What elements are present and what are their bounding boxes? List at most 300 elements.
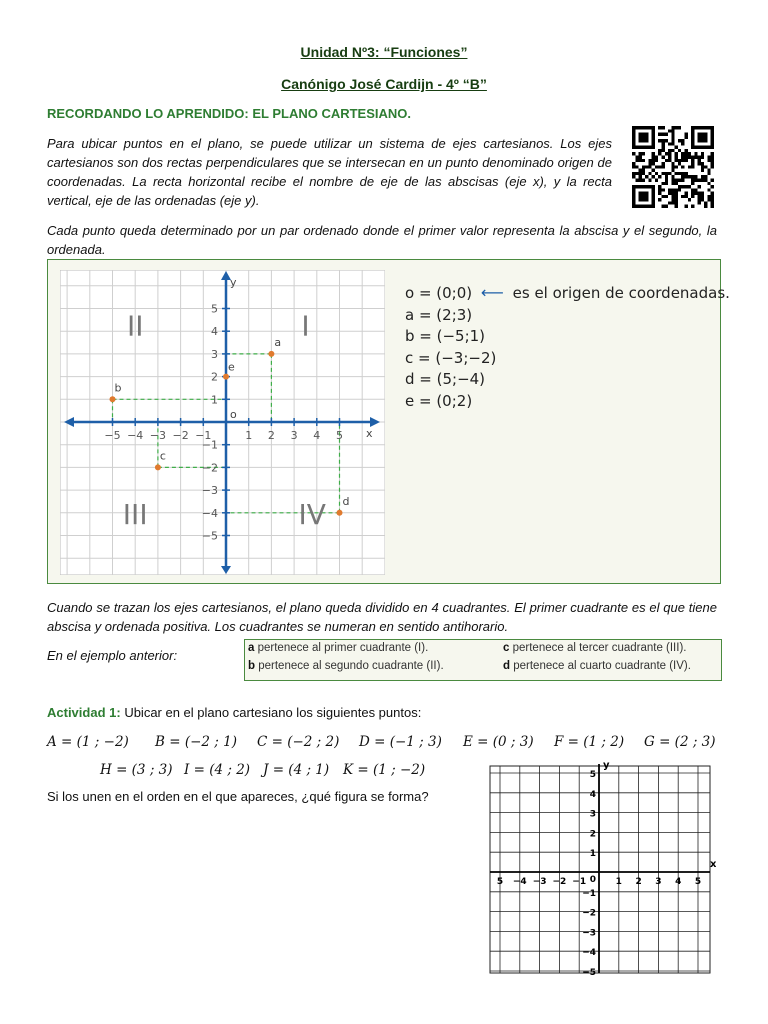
qr-module — [671, 133, 674, 136]
qr-module — [648, 162, 651, 165]
qr-module — [671, 195, 674, 198]
qr-module — [704, 205, 707, 208]
example-panel — [47, 259, 730, 584]
qr-module — [684, 185, 687, 188]
qr-module — [665, 139, 668, 142]
y-axis-label: y — [230, 276, 237, 289]
qr-module — [675, 152, 678, 155]
legend-item: e = (0;2) — [405, 391, 473, 410]
qr-module — [711, 162, 714, 165]
qr-module — [678, 126, 681, 129]
qr-module — [684, 192, 687, 195]
y-tick-label: −1 — [201, 438, 218, 452]
qr-module — [642, 172, 645, 175]
qr-module — [658, 149, 661, 152]
qr-module — [668, 201, 671, 204]
qr-module — [662, 162, 665, 165]
qr-module — [655, 178, 658, 181]
y-tick-label: −5 — [582, 968, 596, 975]
qr-module — [652, 175, 655, 178]
qr-module — [684, 205, 687, 208]
qr-module — [648, 178, 651, 181]
qr-module — [635, 165, 638, 168]
qr-module — [701, 198, 704, 201]
qr-module — [658, 192, 661, 195]
qr-module — [681, 159, 684, 162]
qr-module — [658, 165, 661, 168]
qr-module — [668, 142, 671, 145]
qr-module — [665, 195, 668, 198]
qr-module — [639, 175, 642, 178]
qr-module — [632, 162, 635, 165]
qr-module — [635, 156, 638, 159]
qr-finder — [698, 133, 708, 143]
qr-module — [684, 149, 687, 152]
point-label: H = (3 ; 3) — [100, 762, 173, 778]
qr-module — [688, 185, 691, 188]
qr-module — [671, 142, 674, 145]
qr-module — [655, 159, 658, 162]
x-tick-label: −2 — [552, 877, 567, 887]
activity-cartesian-plane[interactable] — [488, 760, 716, 975]
y-tick-label: 1 — [589, 849, 596, 860]
qr-module — [668, 152, 671, 155]
school-line: Canónigo José Cardijn - 4º “B” — [281, 76, 487, 92]
qr-module — [652, 152, 655, 155]
qr-module — [665, 182, 668, 185]
qr-module — [711, 195, 714, 198]
qr-module — [675, 205, 678, 208]
qr-module — [639, 178, 642, 181]
legend-item: b = (−5;1) — [405, 327, 486, 345]
x-tick-label: −4 — [127, 429, 144, 442]
qr-module — [662, 165, 665, 168]
qr-module — [671, 188, 674, 191]
qr-module — [675, 165, 678, 168]
quadrant-numeral: III — [122, 498, 148, 532]
qr-module — [655, 172, 658, 175]
y-tick-label: 1 — [211, 393, 218, 407]
qr-module — [665, 152, 668, 155]
qr-module — [698, 201, 701, 204]
y-tick-label: −1 — [582, 888, 596, 899]
qr-module — [678, 159, 681, 162]
qr-module — [701, 169, 704, 172]
y-tick-label: 4 — [589, 789, 596, 800]
quadrant-row-d: d pertenece al cuarto cuadrante (IV). — [503, 660, 691, 672]
qr-module — [691, 156, 694, 159]
qr-module — [675, 195, 678, 198]
qr-module — [711, 198, 714, 201]
y-tick-label: −3 — [201, 484, 218, 498]
qr-module — [707, 156, 710, 159]
qr-module — [691, 175, 694, 178]
qr-module — [688, 156, 691, 159]
qr-module — [658, 152, 661, 155]
point-label: D = (−1 ; 3) — [359, 734, 442, 750]
qr-module — [662, 149, 665, 152]
x-tick-label: −3 — [532, 877, 547, 887]
example-label: En el ejemplo anterior: — [47, 648, 178, 663]
qr-module — [698, 159, 701, 162]
qr-module — [671, 136, 674, 139]
qr-module — [645, 175, 648, 178]
qr-module — [675, 126, 678, 129]
qr-module — [642, 178, 645, 181]
qr-module — [678, 162, 681, 165]
origin-label: 0 — [589, 875, 596, 885]
qr-module — [675, 146, 678, 149]
qr-module — [698, 162, 701, 165]
qr-finder — [639, 192, 649, 202]
qr-module — [698, 178, 701, 181]
qr-module — [694, 178, 697, 181]
qr-module — [704, 178, 707, 181]
x-tick-label: −4 — [512, 877, 527, 887]
qr-module — [694, 188, 697, 191]
activity-line — [47, 705, 421, 720]
qr-module — [635, 159, 638, 162]
qr-module — [675, 201, 678, 204]
qr-module — [694, 175, 697, 178]
qr-module — [671, 139, 674, 142]
qr-module — [662, 182, 665, 185]
qr-module — [691, 188, 694, 191]
qr-module — [665, 133, 668, 136]
qr-module — [698, 198, 701, 201]
qr-module — [632, 152, 635, 155]
qr-module — [662, 156, 665, 159]
qr-module — [678, 139, 681, 142]
qr-module — [632, 175, 635, 178]
point-label: I = (4 ; 2) — [184, 762, 251, 778]
example-legend — [405, 282, 730, 412]
qr-module — [711, 159, 714, 162]
qr-module — [662, 172, 665, 175]
y-tick-label: 2 — [589, 829, 596, 840]
qr-module — [668, 156, 671, 159]
qr-module — [698, 156, 701, 159]
qr-module — [642, 169, 645, 172]
x-tick-label: 3 — [290, 429, 298, 442]
qr-module — [688, 152, 691, 155]
qr-module — [652, 162, 655, 165]
qr-module — [707, 195, 710, 198]
qr-module — [668, 129, 671, 132]
qr-module — [691, 162, 694, 165]
qr-module — [698, 192, 701, 195]
qr-module — [662, 195, 665, 198]
qr-module — [675, 159, 678, 162]
x-tick-label: 3 — [655, 877, 662, 887]
qr-module — [642, 159, 645, 162]
intro-paragraph: Para ubicar puntos en el plano, se puede utilizar un sistema de ejes cartesianos. Los ejes cartesianos son dos rectas perpendiculares que se intersecan en un punto denominado origen de coordenadas. La recta horizontal recibe el nombre de eje de las abscisas (eje x), y la recta vertical, eje de las ordenadas (eje y). — [47, 136, 612, 208]
quadrant-row-a: a pertenece al primer cuadrante (I). — [248, 642, 429, 654]
x-axis-label: x — [366, 427, 373, 440]
point-label: C = (−2 ; 2) — [257, 734, 340, 750]
legend-item: a = (2;3) — [405, 305, 473, 324]
qr-module — [675, 172, 678, 175]
qr-module — [652, 156, 655, 159]
qr-module — [701, 175, 704, 178]
quadrant-row-b: b pertenece al segundo cuadrante (II). — [248, 660, 444, 672]
qr-module — [678, 149, 681, 152]
qr-module — [671, 178, 674, 181]
x-tick-label: −1 — [195, 429, 212, 442]
qr-module — [645, 165, 648, 168]
point-c — [155, 464, 161, 470]
qr-module — [671, 129, 674, 132]
qr-module — [681, 195, 684, 198]
point-label-e: e — [228, 360, 235, 374]
quadrant-row-c: c pertenece al tercer cuadrante (III). — [503, 642, 687, 654]
qr-module — [639, 169, 642, 172]
qr-module — [711, 152, 714, 155]
qr-module — [648, 159, 651, 162]
y-tick-label: −4 — [582, 948, 596, 959]
qr-module — [671, 182, 674, 185]
quadrant-summary-box — [244, 639, 722, 681]
point-label: J = (4 ; 1) — [263, 762, 330, 778]
qr-module — [658, 175, 661, 178]
qr-module — [675, 156, 678, 159]
qr-module — [655, 156, 658, 159]
activity-label: Actividad 1: — [47, 705, 121, 720]
qr-module — [691, 205, 694, 208]
y-tick-label: −3 — [582, 928, 596, 939]
qr-module — [662, 126, 665, 129]
qr-module — [642, 165, 645, 168]
qr-module — [658, 185, 661, 188]
qr-module — [688, 165, 691, 168]
qr-module — [671, 162, 674, 165]
point-label-d: d — [342, 494, 350, 508]
qr-module — [665, 205, 668, 208]
qr-module — [684, 159, 687, 162]
quadrant-numeral: II — [126, 309, 144, 343]
x-tick-label: 5 — [336, 429, 343, 442]
qr-module — [662, 139, 665, 142]
qr-module — [639, 152, 642, 155]
unit-title: Unidad Nº3: “Funciones” — [300, 44, 468, 60]
qr-module — [691, 182, 694, 185]
point-label-o: o — [230, 408, 237, 421]
x-tick-label: 5 — [496, 877, 504, 887]
qr-module — [665, 159, 668, 162]
qr-module — [632, 165, 635, 168]
point-label-c: c — [159, 449, 166, 463]
legend-item: c = (−3;−2) — [405, 348, 497, 367]
qr-module — [711, 165, 714, 168]
activity-instruction: Ubicar en el plano cartesiano los siguientes puntos: — [124, 705, 422, 720]
point-d — [337, 510, 343, 516]
qr-module — [671, 198, 674, 201]
section-heading: RECORDANDO LO APRENDIDO: EL PLANO CARTESIANO. — [47, 106, 412, 121]
x-tick-label: 4 — [313, 429, 321, 442]
qr-module — [701, 156, 704, 159]
quadrant-numeral: I — [301, 309, 310, 343]
point-label: G = (2 ; 3) — [644, 734, 716, 750]
qr-module — [704, 201, 707, 204]
qr-module — [698, 185, 701, 188]
x-tick-label: 1 — [245, 429, 253, 442]
qr-module — [688, 175, 691, 178]
qr-module — [707, 169, 710, 172]
qr-module — [691, 178, 694, 181]
qr-module — [678, 178, 681, 181]
qr-module — [665, 172, 668, 175]
qr-module — [711, 201, 714, 204]
legend-origin-label: o = (0;0) — [405, 284, 473, 302]
qr-module — [652, 159, 655, 162]
qr-module — [662, 205, 665, 208]
qr-module — [671, 126, 674, 129]
qr-module — [694, 156, 697, 159]
left-arrow-icon: ⟵ — [480, 283, 504, 302]
y-tick-label: −4 — [201, 506, 218, 520]
qr-module — [681, 152, 684, 155]
qr-module — [668, 172, 671, 175]
qr-module — [688, 198, 691, 201]
x-tick-label: 2 — [267, 429, 275, 442]
qr-module — [658, 198, 661, 201]
point-label-a: a — [274, 335, 282, 349]
activity-question: Si los unen en el orden en el que apareces, ¿qué figura se forma? — [47, 789, 429, 804]
qr-module — [671, 175, 674, 178]
qr-module — [671, 169, 674, 172]
point-label: E = (0 ; 3) — [463, 734, 534, 750]
plane-background — [490, 766, 710, 973]
qr-module — [701, 152, 704, 155]
qr-module — [671, 165, 674, 168]
qr-module — [701, 192, 704, 195]
qr-module — [698, 195, 701, 198]
qr-module — [681, 172, 684, 175]
qr-module — [684, 175, 687, 178]
qr-module — [668, 159, 671, 162]
qr-module — [681, 185, 684, 188]
qr-module — [684, 172, 687, 175]
qr-module — [684, 133, 687, 136]
point-e — [223, 374, 229, 380]
legend-origin-note: es el origen de coordenadas. — [512, 284, 730, 302]
qr-module — [701, 162, 704, 165]
qr-module — [658, 133, 661, 136]
qr-module — [691, 165, 694, 168]
legend-origin-row — [405, 282, 730, 305]
qr-module — [662, 188, 665, 191]
y-tick-label: −2 — [582, 908, 596, 919]
qr-module — [675, 182, 678, 185]
qr-module — [648, 165, 651, 168]
qr-module — [668, 149, 671, 152]
qr-module — [681, 165, 684, 168]
qr-module — [668, 192, 671, 195]
qr-code-icon — [632, 126, 714, 208]
qr-module — [675, 198, 678, 201]
qr-module — [658, 139, 661, 142]
qr-module — [665, 175, 668, 178]
qr-module — [678, 188, 681, 191]
point-label: F = (1 ; 2) — [554, 734, 625, 750]
qr-module — [648, 172, 651, 175]
qr-module — [675, 192, 678, 195]
qr-module — [662, 142, 665, 145]
qr-module — [707, 159, 710, 162]
quadrant-numeral: IV — [298, 498, 326, 532]
y-tick-label: 5 — [589, 770, 596, 780]
qr-module — [691, 159, 694, 162]
y-tick-label: 3 — [211, 347, 218, 361]
qr-module — [662, 133, 665, 136]
y-tick-label: −2 — [201, 461, 218, 475]
legend-item: d = (5;−4) — [405, 370, 486, 388]
qr-module — [635, 172, 638, 175]
qr-module — [639, 156, 642, 159]
qr-module — [694, 152, 697, 155]
x-tick-label: −2 — [172, 429, 189, 442]
qr-module — [658, 126, 661, 129]
point-b — [110, 396, 116, 402]
qr-module — [658, 188, 661, 191]
qr-module — [665, 178, 668, 181]
point-label: B = (−2 ; 1) — [155, 734, 237, 750]
point-a — [268, 351, 274, 357]
qr-module — [707, 172, 710, 175]
qr-module — [707, 198, 710, 201]
qr-module — [684, 156, 687, 159]
qr-module — [639, 172, 642, 175]
qr-module — [678, 185, 681, 188]
y-tick-label: 3 — [589, 809, 596, 820]
qr-module — [655, 165, 658, 168]
qr-module — [675, 188, 678, 191]
qr-finder — [639, 133, 649, 143]
qr-module — [642, 152, 645, 155]
qr-module — [681, 156, 684, 159]
qr-module — [671, 201, 674, 204]
y-tick-label: −5 — [201, 529, 218, 543]
qr-module — [707, 188, 710, 191]
y-axis-label: y — [603, 760, 610, 771]
qr-module — [711, 185, 714, 188]
qr-module — [711, 178, 714, 181]
qr-module — [711, 192, 714, 195]
x-tick-label: −1 — [572, 877, 587, 887]
qr-module — [711, 156, 714, 159]
qr-module — [652, 169, 655, 172]
ordered-pair-paragraph: Cada punto queda determinado por un par ordenado donde el primer valor representa la abscisa y el segundo, la ordenada. — [47, 223, 717, 257]
qr-module — [662, 146, 665, 149]
qr-module — [675, 178, 678, 181]
y-tick-label: 5 — [211, 302, 218, 316]
x-tick-label: 5 — [694, 877, 702, 887]
point-label: K = (1 ; −2) — [343, 762, 426, 778]
x-tick-label: 4 — [675, 877, 682, 887]
point-label-b: b — [114, 381, 122, 395]
x-tick-label: −5 — [104, 429, 121, 442]
quadrants-paragraph: Cuando se trazan los ejes cartesianos, el plano queda dividido en 4 cuadrantes. El primer cuadrante es el que tiene abscisa y ordenada positiva. Los cuadrantes se numeran en sentido antihorario. — [47, 600, 717, 634]
qr-module — [632, 172, 635, 175]
qr-module — [681, 142, 684, 145]
qr-module — [711, 205, 714, 208]
qr-module — [681, 139, 684, 142]
qr-module — [694, 192, 697, 195]
point-label: A = (1 ; −2) — [47, 734, 129, 750]
x-axis-label: x — [710, 859, 716, 870]
qr-module — [704, 175, 707, 178]
qr-module — [639, 159, 642, 162]
